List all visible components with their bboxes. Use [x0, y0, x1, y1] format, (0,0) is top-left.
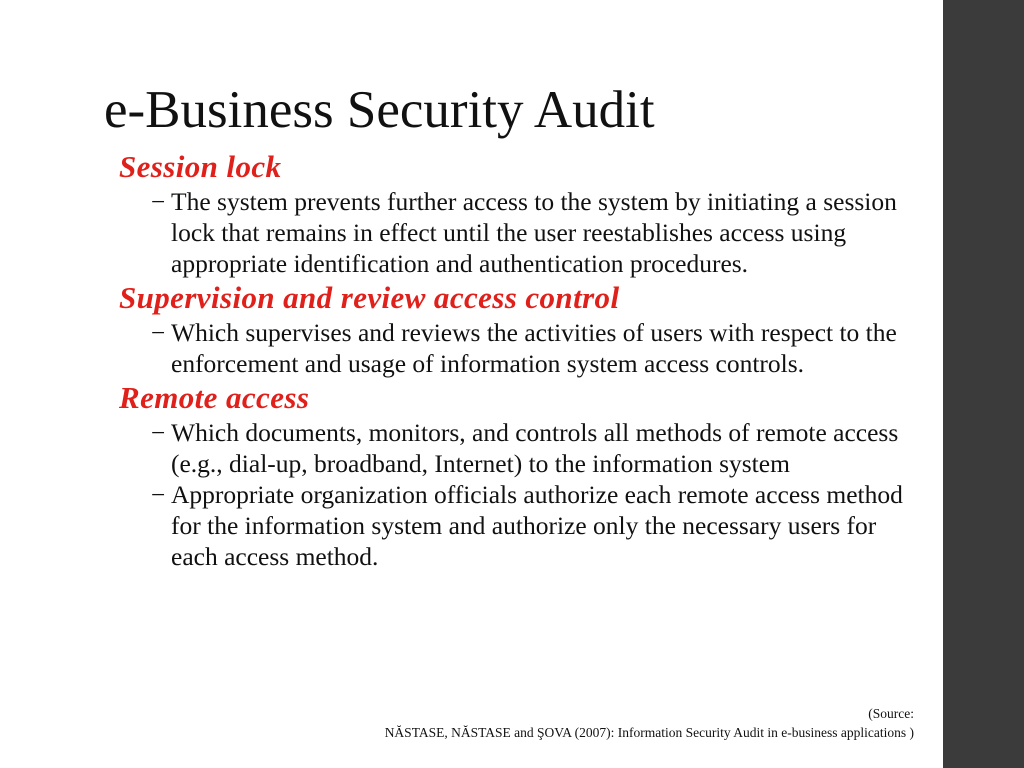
- section-heading-supervision: Supervision and review access control: [119, 280, 620, 315]
- bullet-text: Appropriate organization officials authorize each remote access method for the information system and authorize only the necessary users for each access method.: [171, 480, 903, 571]
- bullet-dash: −: [151, 318, 166, 347]
- decorative-side-bar: [943, 0, 1024, 768]
- source-label: (Source:: [868, 706, 914, 721]
- bullet-text: Which supervises and reviews the activities of users with respect to the enforcement and usage of information system access controls.: [171, 318, 897, 378]
- bullet-item: [119, 417, 929, 479]
- slide-title: e-Business Security Audit: [104, 81, 655, 139]
- bullet-dash: −: [151, 480, 166, 509]
- source-citation: [385, 704, 914, 742]
- bullet-dash: −: [151, 418, 166, 447]
- bullet-text: Which documents, monitors, and controls all methods of remote access (e.g., dial-up, broadband, Internet) to the information system: [171, 418, 899, 478]
- bullet-text: The system prevents further access to the system by initiating a session lock that remains in effect until the user reestablishes access using appropriate identification and authentication procedures.: [171, 187, 897, 278]
- section-heading-remote-access: Remote access: [119, 380, 310, 415]
- slide-body: [119, 148, 929, 572]
- bullet-item: [119, 186, 929, 279]
- bullet-dash: −: [151, 187, 166, 216]
- bullet-item: [119, 317, 929, 379]
- section-heading-session-lock: Session lock: [119, 149, 282, 184]
- source-reference: NĂSTASE, NĂSTASE and ŞOVA (2007): Information Security Audit in e-business applications ): [384, 725, 914, 740]
- bullet-item: [119, 479, 929, 572]
